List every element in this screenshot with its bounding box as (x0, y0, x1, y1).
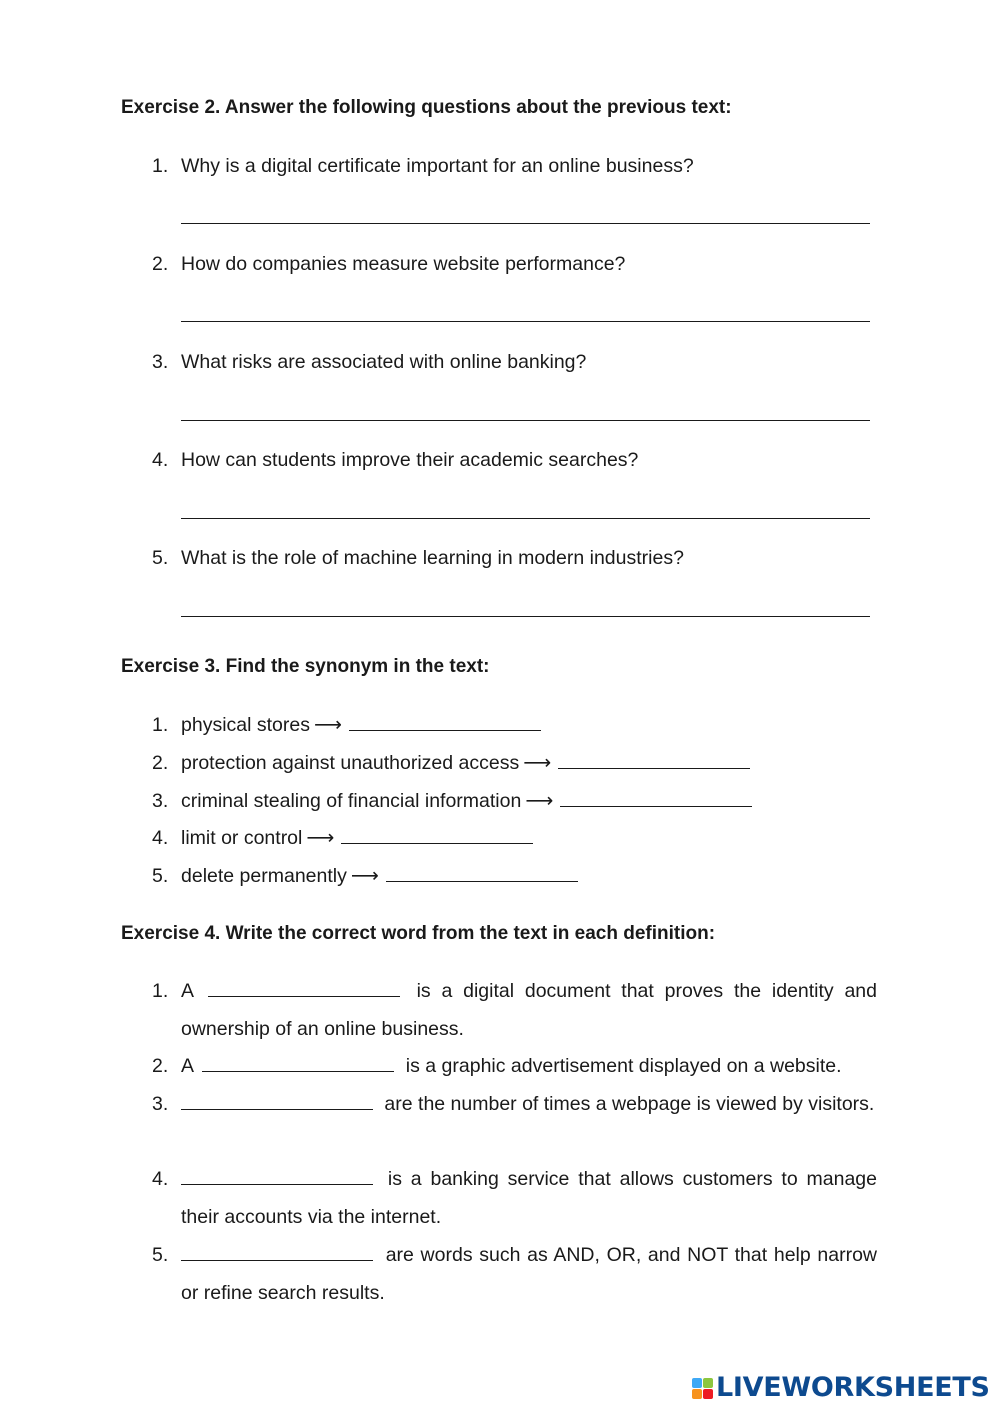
question-text: Why is a digital certificate important for an online business? (181, 155, 694, 177)
question-number: 3. (152, 351, 169, 373)
definition-item-1 (152, 973, 877, 1048)
answer-line-5[interactable] (181, 616, 870, 617)
question-number: 4. (152, 449, 169, 471)
blank-field[interactable] (202, 1053, 394, 1072)
item-number: 2. (152, 752, 169, 774)
question-3 (152, 348, 882, 376)
question-text: How can students improve their academic searches? (181, 449, 639, 471)
blank-field[interactable] (558, 750, 750, 769)
item-text: is a banking service that allows customers to manage their accounts via the internet. (181, 1168, 878, 1228)
item-text: are the number of times a webpage is viewed by visitors. (384, 1093, 875, 1115)
answer-line-2[interactable] (181, 321, 870, 322)
logo-text: LIVEWORKSHEETS (716, 1372, 990, 1403)
question-4 (152, 446, 882, 474)
blank-field[interactable] (181, 1091, 373, 1110)
question-number: 1. (152, 155, 169, 177)
item-number: 1. (152, 714, 169, 736)
arrow-icon: ⟶ (313, 714, 342, 736)
blank-field[interactable] (386, 863, 578, 882)
item-text: limit or control (181, 827, 303, 849)
item-text: criminal stealing of financial information (181, 790, 522, 812)
question-text: How do companies measure website performance? (181, 253, 626, 275)
arrow-icon: ⟶ (306, 827, 335, 849)
question-number: 5. (152, 547, 169, 569)
item-text: protection against unauthorized access (181, 752, 520, 774)
item-number: 5. (152, 1244, 169, 1266)
answer-line-3[interactable] (181, 420, 870, 421)
blank-field[interactable] (181, 1166, 373, 1185)
item-number: 2. (152, 1055, 169, 1077)
definition-item-2 (152, 1048, 877, 1086)
definition-item-5 (152, 1237, 877, 1312)
definition-item-3 (152, 1086, 877, 1124)
item-number: 3. (152, 790, 169, 812)
exercise-4-heading: Exercise 4. Write the correct word from the text in each definition: (121, 923, 716, 944)
exercise-2-heading: Exercise 2. Answer the following questions about the previous text: (121, 97, 732, 118)
question-number: 2. (152, 253, 169, 275)
logo-square (703, 1389, 713, 1399)
blank-field[interactable] (181, 1242, 373, 1261)
question-text: What is the role of machine learning in modern industries? (181, 547, 684, 569)
item-number: 4. (152, 1168, 169, 1190)
question-5 (152, 544, 882, 572)
logo-mark-icon (692, 1378, 713, 1399)
item-number: 3. (152, 1093, 169, 1115)
blank-field[interactable] (560, 788, 752, 807)
logo-square (692, 1378, 702, 1388)
item-text: is a graphic advertisement displayed on a website. (405, 1055, 842, 1077)
answer-line-1[interactable] (181, 223, 870, 224)
exercise-3-heading: Exercise 3. Find the synonym in the text: (121, 656, 490, 677)
item-number: 4. (152, 827, 169, 849)
question-1 (152, 152, 882, 180)
item-prefix: A (181, 980, 193, 1002)
blank-field[interactable] (349, 712, 541, 731)
item-number: 5. (152, 865, 169, 887)
arrow-icon: ⟶ (525, 790, 554, 812)
question-2 (152, 250, 882, 278)
blank-field[interactable] (208, 978, 400, 997)
blank-field[interactable] (341, 825, 533, 844)
definition-item-4 (152, 1161, 877, 1236)
item-text: is a digital document that proves the identity and ownership of an online business. (181, 980, 877, 1040)
item-text: delete permanently (181, 865, 347, 887)
liveworksheets-logo (692, 1372, 990, 1404)
answer-line-4[interactable] (181, 518, 870, 519)
logo-square (703, 1378, 713, 1388)
arrow-icon: ⟶ (523, 752, 552, 774)
arrow-icon: ⟶ (350, 865, 379, 887)
logo-square (692, 1389, 702, 1399)
question-text: What risks are associated with online banking? (181, 351, 587, 373)
item-number: 1. (152, 980, 169, 1002)
item-text: physical stores (181, 714, 310, 736)
item-prefix: A (181, 1055, 193, 1077)
item-text: are words such as AND, OR, and NOT that help narrow or refine search results. (181, 1244, 877, 1304)
